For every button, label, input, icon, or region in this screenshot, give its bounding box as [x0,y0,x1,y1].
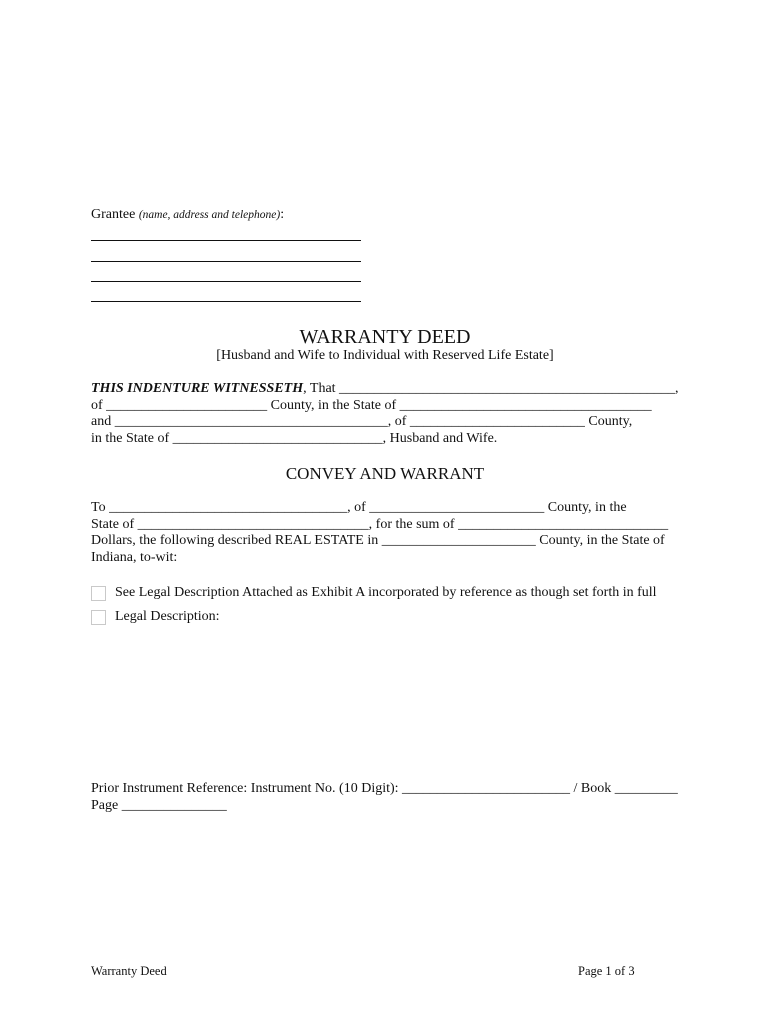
indenture-lead: THIS INDENTURE WITNESSETH [91,381,304,396]
grantee-label [91,207,284,224]
prior-line-1: Prior Instrument Reference: Instrument No. (10 Digit): ________________________ / Book _________ [91,781,678,796]
grantee-hint: (name, address and telephone) [138,209,281,221]
convey-line-1: To __________________________________, of _________________________ County, in the [91,500,627,515]
convey-line-4: Indiana, to-wit: [91,549,178,565]
indenture-paragraph [91,381,681,447]
option-legal-description[interactable] [91,609,220,626]
grantee-line-3[interactable] [91,281,361,282]
grantee-line-2[interactable] [91,261,361,262]
grantee-label-text: Grantee [91,207,139,222]
indenture-line-4: in the State of ______________________________, Husband and Wife. [91,430,498,446]
exhibit-a-label: See Legal Description Attached as Exhibit A incorporated by reference as though set forth in full [115,585,657,600]
footer-page-number: Page 1 of 3 [578,964,635,978]
exhibit-a-checkbox[interactable] [91,586,106,601]
footer-document-name: Warranty Deed [91,964,167,978]
prior-line-2: Page _______________ [91,797,227,813]
convey-line-2: State of _________________________________, for the sum of ______________________________ [91,516,669,532]
indenture-line-1-rest: , That ________________________________________________, [303,381,679,396]
convey-heading: CONVEY AND WARRANT [285,464,485,483]
indenture-line-2: of _______________________ County, in the State of ____________________________________ [91,397,652,413]
grantee-line-1[interactable] [91,240,361,241]
prior-instrument-reference [91,781,681,814]
indenture-line-1 [91,381,681,398]
option-exhibit-a[interactable] [91,585,657,602]
legal-description-checkbox[interactable] [91,610,106,625]
indenture-line-3: and _______________________________________, of _________________________ County, [91,414,633,429]
grantee-colon: : [280,207,285,222]
convey-paragraph [91,500,681,566]
legal-description-label: Legal Description: [115,609,220,624]
convey-line-3: Dollars, the following described REAL ESTATE in ______________________ County, in the State of [91,533,665,548]
document-title: WARRANTY DEED [299,326,471,348]
grantee-line-4[interactable] [91,301,361,302]
document-subtitle: [Husband and Wife to Individual with Reserved Life Estate] [216,348,554,363]
